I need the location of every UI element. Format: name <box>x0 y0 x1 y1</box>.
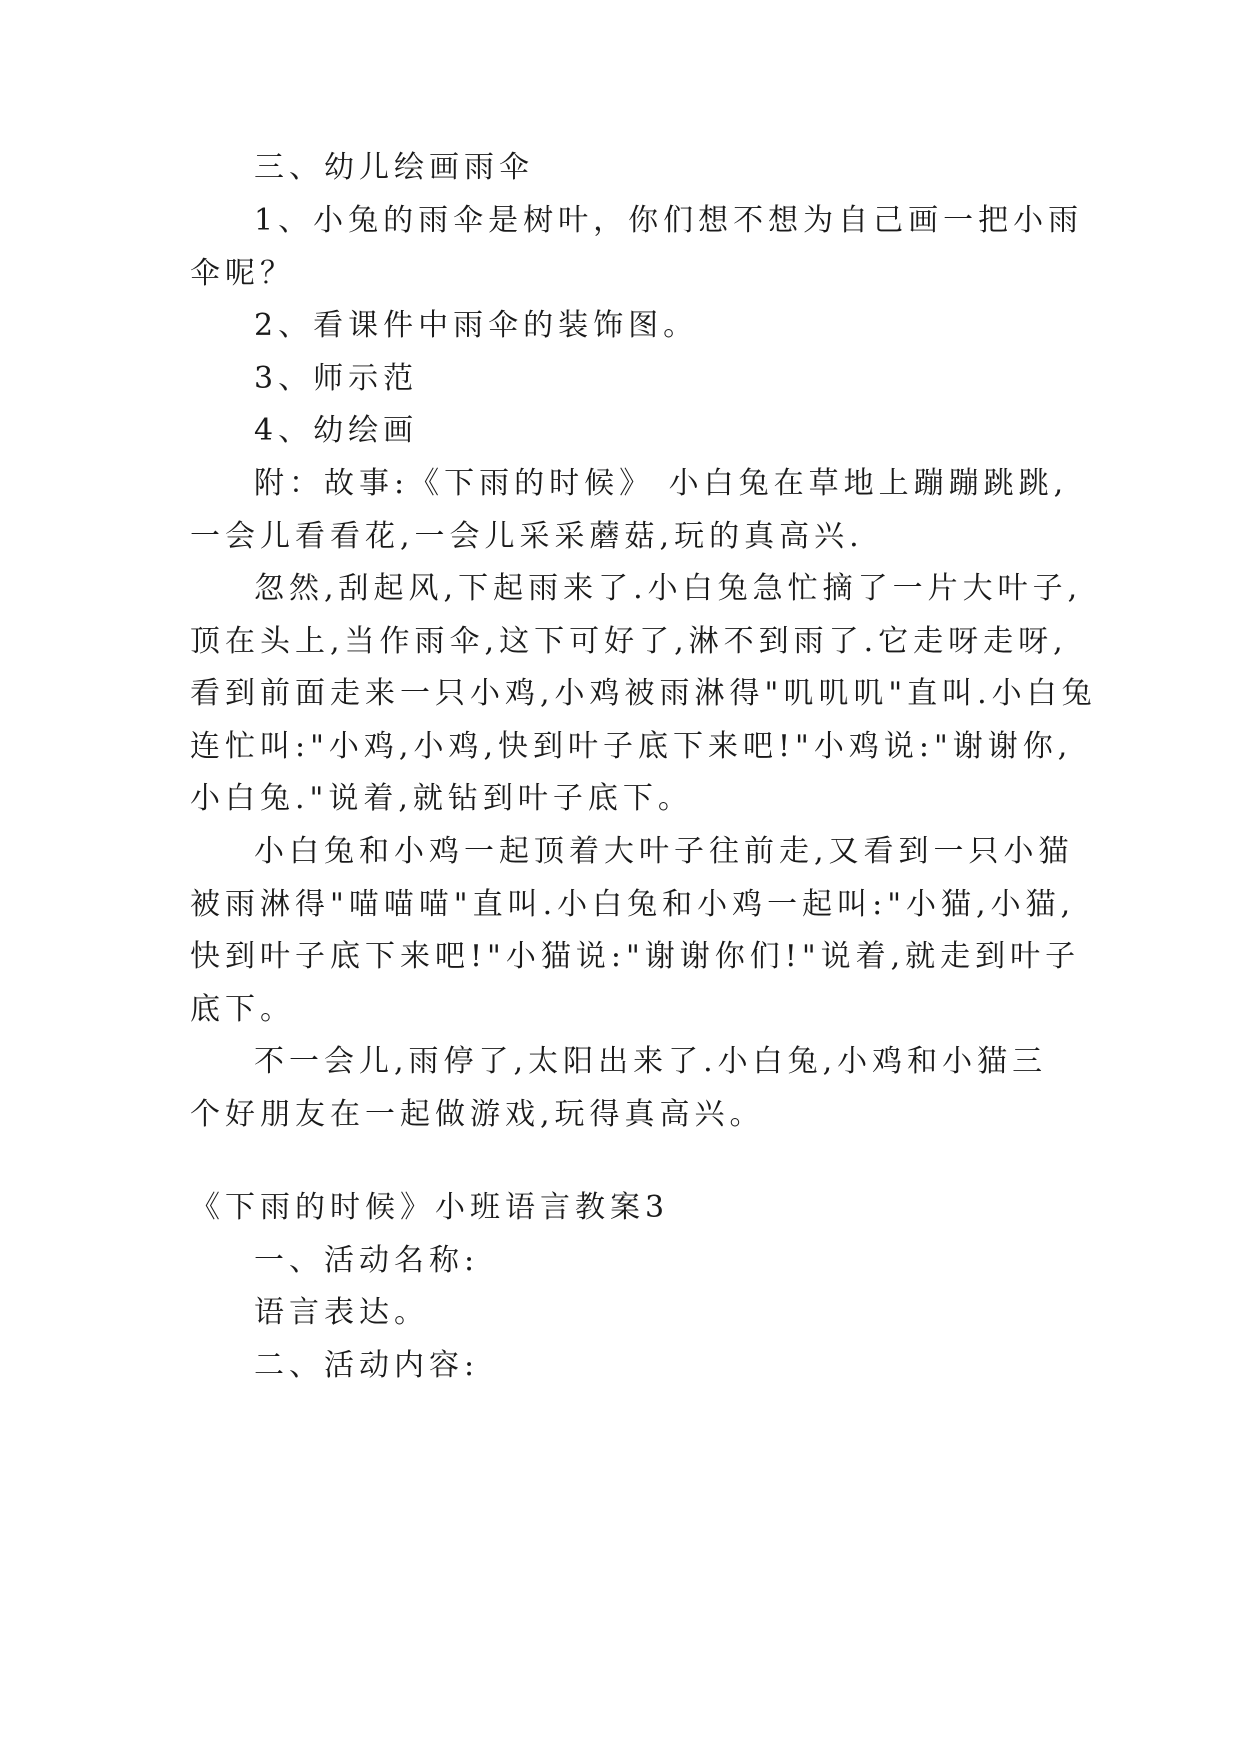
lesson-plan-title: 《下雨的时候》小班语言教案3 <box>190 1190 670 1225</box>
story-line: 个好朋友在一起做游戏,玩得真高兴。 <box>190 1097 765 1132</box>
story-line: 小白兔."说着,就钻到叶子底下。 <box>190 781 693 816</box>
paragraph-line: 3、师示范 <box>254 361 419 396</box>
story-line: 小白兔和小鸡一起顶着大叶子往前走,又看到一只小猫 <box>254 834 1074 869</box>
story-title-line: 附：故事:《下雨的时候》 小白兔在草地上蹦蹦跳跳, <box>254 466 1069 501</box>
story-line: 忽然,刮起风,下起雨来了.小白兔急忙摘了一片大叶子, <box>254 571 1083 606</box>
section-heading-draw-umbrella: 三、幼儿绘画雨伞 <box>254 150 534 185</box>
story-line: 连忙叫:"小鸡,小鸡,快到叶子底下来吧!"小鸡说:"谢谢你, <box>190 729 1073 764</box>
story-line: 快到叶子底下来吧!"小猫说:"谢谢你们!"说着,就走到叶子 <box>190 939 1081 974</box>
story-line: 看到前面走来一只小鸡,小鸡被雨淋得"叽叽叽"直叫.小白兔 <box>190 676 1097 711</box>
story-line: 顶在头上,当作雨伞,这下可好了,淋不到雨了.它走呀走呀, <box>190 624 1068 659</box>
story-line: 底下。 <box>190 992 295 1027</box>
story-line: 一会儿看看花,一会儿采采蘑菇,玩的真高兴. <box>190 519 864 554</box>
paragraph-line: 伞呢？ <box>190 256 295 291</box>
paragraph-line: 1、小兔的雨伞是树叶，你们想不想为自己画一把小雨 <box>254 203 1084 238</box>
paragraph-line: 4、幼绘画 <box>254 413 419 448</box>
story-line: 不一会儿,雨停了,太阳出来了.小白兔,小鸡和小猫三 <box>254 1044 1048 1079</box>
activity-name-value: 语言表达。 <box>254 1295 429 1330</box>
story-line: 被雨淋得"喵喵喵"直叫.小白兔和小鸡一起叫:"小猫,小猫, <box>190 887 1076 922</box>
activity-content-heading: 二、活动内容: <box>254 1348 480 1383</box>
activity-name-heading: 一、活动名称: <box>254 1243 480 1278</box>
paragraph-line: 2、看课件中雨伞的装饰图。 <box>254 308 699 343</box>
